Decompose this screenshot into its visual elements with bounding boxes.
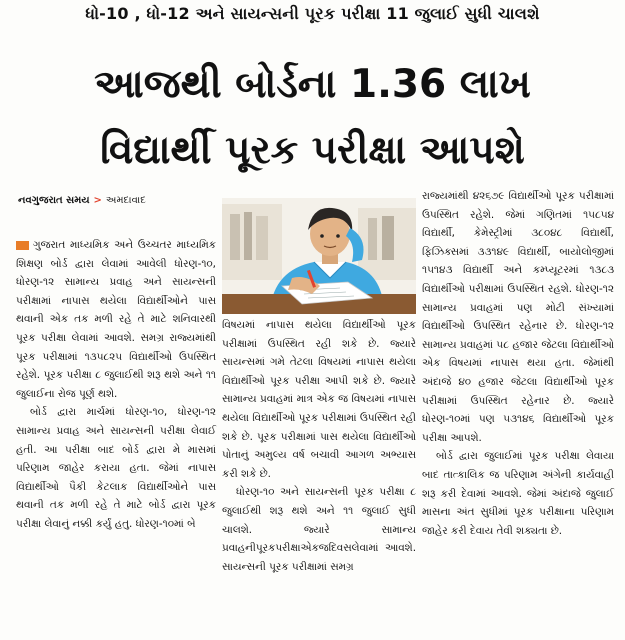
- headline-line-2: વિદ્યાર્થી પૂરક પરીક્ષા આપશે: [100, 128, 525, 173]
- student-writing-illustration: [222, 198, 416, 314]
- paragraph: ધોરણ-૧૦ અને સાયન્સની પૂરક પરીક્ષા ૮ જુલાઈથી શરૂ થશે અને ૧૧ જુલાઈ સુધી ચાલશે. જ્યારે સામાન્ય પ્રવાહનીપૂરકપરીક્ષાએકજદિવસલેવામાં આવશે. સાયન્સની પૂરક પરીક્ષામાં સમગ્ર: [222, 486, 416, 573]
- paragraph: વિષયમાં નાપાસ થયેલા વિદ્યાર્થીઓ પૂરક પરીક્ષામાં ઉપસ્થિત રહી શકે છે. જ્યારે સાયન્સમાં ગમે તેટલા વિષયમાં નાપાસ થયેલા વિદ્યાર્થીઓ પૂરક પરીક્ષા આપી શકે છે. જ્યારે સામાન્ય પ્રવાહમાં માત્ર એક જ વિષયમાં નાપાસ થયેલા વિદ્યાર્થીઓ પૂરક પરીક્ષામાં ઉપસ્થિત રહી શકે છે. પૂરક પરીક્ષામાં પાસ થયેલા વિદ્યાર્થીઓ પોતાનું અમુલ્ય વર્ષ બચાવી આગળ અભ્યાસ કરી શકે છે.: [222, 319, 416, 480]
- paragraph: બોર્ડ દ્વારા જુલાઈમાં પૂરક પરીક્ષા લેવાયા બાદ તાત્કાલિક જ પરિણામ અંગેની કાર્યવાહી શરૂ કરી દેવામાં આવશે. જેમાં અંદાજે જુલાઈ માસના અંત સુધીમાં પૂરક પરીક્ષાના પરિણામ જાહેર કરી દેવાય તેવી શક્યતા છે.: [422, 450, 614, 537]
- paragraph-text: ગુજરાત માધ્યમિક અને ઉચ્ચતર માધ્યમિક શિક્ષણ બોર્ડ દ્વારા લેવામાં આવેલી ધોરણ-૧૦, ધોરણ-૧૨ સામાન્ય પ્રવાહ અને સાયન્સની પરીક્ષામાં નાપાસ થયેલા વિદ્યાર્થીઓને પાસ થવાની એક તક મળી રહે તે માટે શનિવારથી પૂરક પરીક્ષા લેવામાં આવશે. સમગ્ર રાજ્યમાંથી પૂરક પરીક્ષામાં ૧૩૫૮૨૫ વિદ્યાર્થીઓ ઉપસ્થિત રહેશે. પૂરક પરીક્ષા ૮ જુલાઈથી શરૂ થશે અને ૧૧ જુલાઈના રોજ પૂર્ણ થશે.: [16, 239, 216, 400]
- byline: [18, 195, 146, 206]
- paragraph: બોર્ડ દ્વારા માર્ચમાં ધોરણ-૧૦, ધોરણ-૧૨ સામાન્ય પ્રવાહ અને સાયન્સની પરીક્ષા લેવાઈ હતી. આ પરીક્ષા બાદ બોર્ડ દ્વારા મે માસમાં પરિણામ જાહેર કરાયા હતા. જેમાં નાપાસ વિદ્યાર્થીઓ પૈકી કેટલાક વિદ્યાર્થીઓને પાસ થવાની તક મળી રહે તે માટે બોર્ડ દ્વારા પૂરક પરીક્ષા લેવાનું નક્કી કર્યું હતુ. ધોરણ-૧૦માં બે: [16, 406, 216, 530]
- paragraph: રાજ્યમાંથી ૪૨૬૭૯ વિદ્યાર્થીઓ પૂરક પરીક્ષામાં ઉપસ્થિત રહેશે. જેમાં ગણિતમાં ૧૫૮૫૪ વિદ્યાર્થી, કેમેસ્ટ્રીમાં ૩૮૦૪૮ વિદ્યાર્થી, ફિઝિક્સમાં ૩૩૧૪૯ વિદ્યાર્થી, બાયોલોજીમાં ૧૫૧૪૩ વિદ્યાર્થી અને કમ્પ્યૂટરમાં ૧૩૮૩ વિદ્યાર્થીઓ પરીક્ષામાં ઉપસ્થિત રહશે. ધોરણ-૧૨ સામાન્ય પ્રવાહમાં પણ મોટી સંખ્યામાં વિદ્યાર્થીઓ ઉપસ્થિત રહેનાર છે. ધોરણ-૧૨ સામાન્ય પ્રવાહમાં ૫૮ હજાર જેટલા વિદ્યાર્થીઓ એક વિષયમાં નાપાસ થયા હતા. જેમાંથી અંદાજે ૪૦ હજાર જેટલા વિદ્યાર્થીઓ પૂરક પરીક્ષામાં ઉપસ્થિત રહેનાર છે. જ્યારે ધોરણ-૧૦માં પણ ૫૩૧૪૬ વિદ્યાર્થીઓ પૂરક પરીક્ષા આપશે.: [422, 190, 614, 444]
- byline-source: નવગુજરાત સમય: [18, 195, 90, 206]
- article-column-1: [16, 236, 216, 534]
- kicker-headline: ધો-10 , ધો-12 અને સાયન્સની પૂરક પરીક્ષા 11 જુલાઈ સુધી ચાલશે: [85, 4, 540, 23]
- article-column-3: [422, 187, 614, 540]
- main-headline: [0, 52, 625, 184]
- lead-bullet-icon: [16, 241, 29, 250]
- article-column-2: [222, 316, 416, 576]
- byline-separator: >: [93, 195, 102, 206]
- paragraph: [16, 236, 216, 403]
- byline-city: અમદાવાદ: [105, 195, 146, 206]
- headline-line-1: આજથી બોર્ડના 1.36 લાખ: [94, 62, 531, 107]
